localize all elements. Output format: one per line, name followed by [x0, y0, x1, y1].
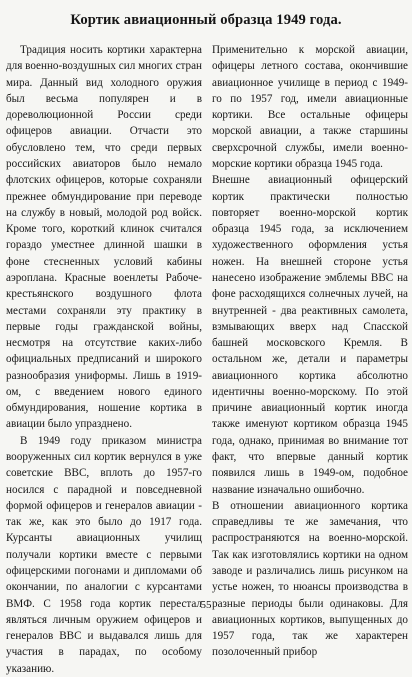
paragraph-right-3: В отношении авиационного кортика справедливы те же замечания, что распространяются на военно-морской. Так как изготовлялись кортики на одном заводе и различались лишь рисунком на устье ножен, то нюансы производства в разные периоды были одинаковы. Для авиационных кортиков, выпущенных до 1957 года, так же характерен позолоченный прибор	[212, 499, 408, 659]
text-columns	[6, 42, 408, 677]
paragraph-right-1: Применительно к морской авиации, офицеры летного состава, окончившие авиационное училище в период с 1949-го по 1957 год, имели авиационные кортики. Все остальные офицеры морской авиации, а также старшины сверхсрочной службы, имели военно-морские кортики образца 1945 года.	[212, 44, 408, 170]
paragraph-left-2: В 1949 году приказом министра вооруженных сил кортик вернулся в уже советские ВВС, вплоть до 1957-го носился с парадной и повседневной формой офицеров и генералов авиации - так же, как это было до 1917 года. Курсанты авиационных училищ получали кортики вместе с первыми офицерскими погонами и дипломами об окончании, по аналогии с курсантами ВМФ. С 1958 года кортик перестал являться личным оружием офицеров и генералов ВВС и выдавался лишь для участия в парадах, по особому указанию.	[6, 434, 202, 675]
paragraph-left-1: Традиция носить кортики характерна для военно-воздушных сил многих стран мира. Данный вид холодного оружия был весьма популярен и в дореволюционной России среди офицеров авиации. Отчасти это обусловлено тем, что среди первых российских авиаторов было немало флотских офицеров, которые сохраняли прежнее обмундирование при переводе на службу в новый, молодой род войск. Кроме того, короткий клинок считался гораздо уместнее длинной шашки в фоне стесненных условий кабины аэроплана. Красные военлеты Рабоче-крестьянского воздушного флота местами сохраняли эту практику в первые годы гражданской войны, несмотря на отсутствие каких-либо официальных предписаний и широкого разнообразия униформы. Лишь в 1919-ом, с введением нового единого обмундирования, ношение кортика в авиации было упразднено.	[6, 44, 202, 431]
paragraph-right-2: Внешне авиационный офицерский кортик практически полностью повторяет военно-морской кортик образца 1945 года, за исключением художественного оформления устья ножен. На внешней стороне устья нанесено изображение эмблемы ВВС на фоне расходящихся солнечных лучей, на внутренней - два реактивных самолета, взмывающих вверх над Спасской башней московского Кремля. В остальном же, детали и параметры авиационного кортика абсолютно идентичны военно-морскому. По этой причине авиационный кортик иногда также именуют кортиком образца 1945 года, однако, принимая во внимание тот факт, что впервые данный кортик появился лишь в 1949-ом, подобное название изначально ошибочно.	[212, 174, 408, 496]
right-column	[212, 42, 408, 677]
page-title: Кортик авиационный образца 1949 года.	[70, 12, 342, 28]
page-number: 55	[200, 599, 212, 611]
left-column	[6, 42, 202, 677]
